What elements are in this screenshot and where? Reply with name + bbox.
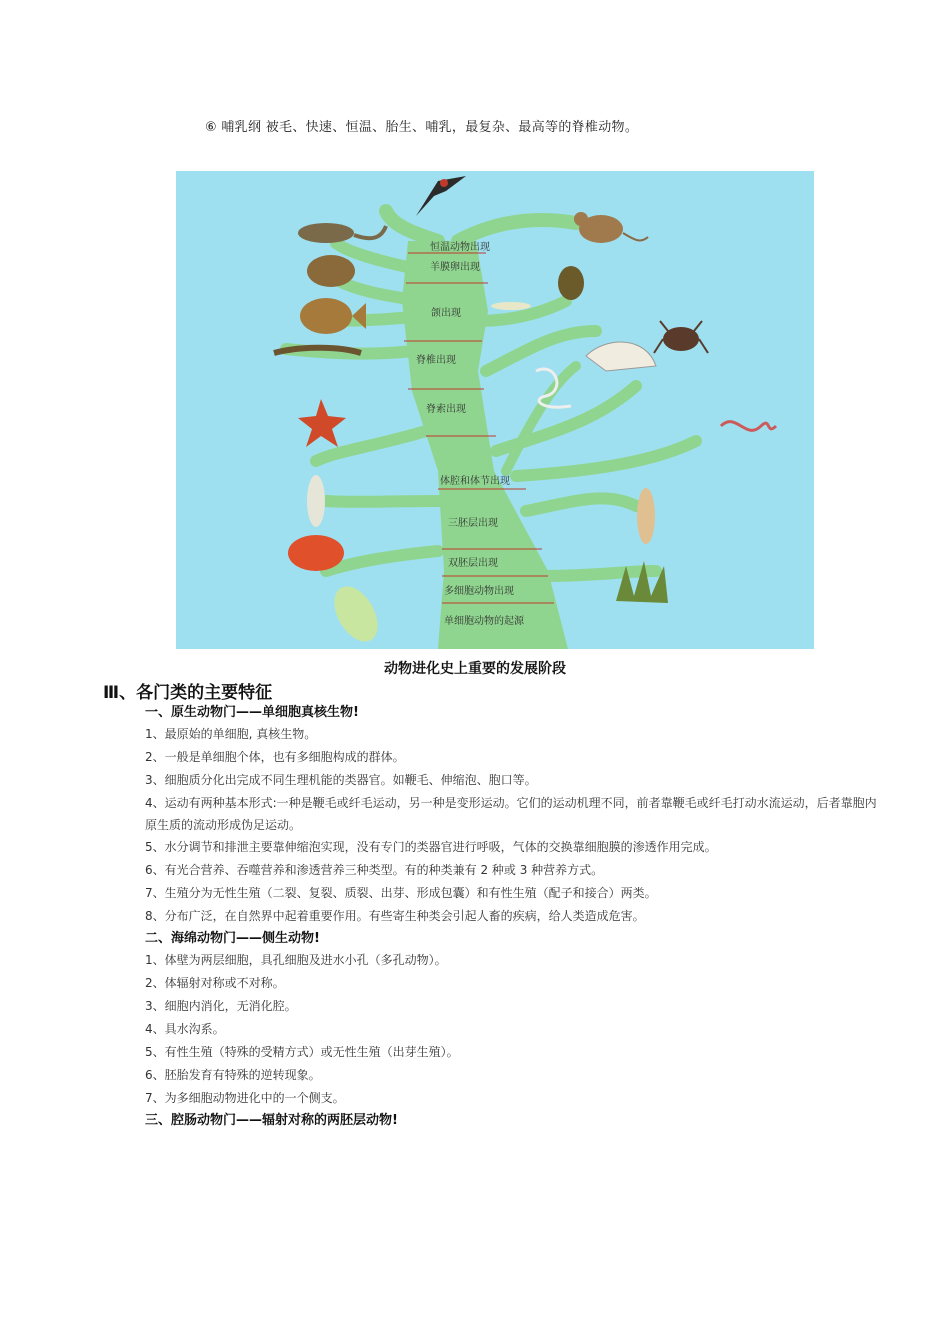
list-item: 5、有性生殖（特殊的受精方式）或无性生殖（出芽生殖）。 xyxy=(145,1045,459,1059)
snail-illustration xyxy=(586,342,656,371)
stage-label: 颌出现 xyxy=(431,308,461,319)
figure-caption: 动物进化史上重要的发展阶段 xyxy=(384,661,566,677)
list-item: 2、一般是单细胞个体，也有多细胞构成的群体。 xyxy=(145,750,405,764)
stage-label: 脊椎出现 xyxy=(416,355,456,366)
stage-label: 恒温动物出现 xyxy=(430,242,490,253)
stage-label: 脊索出现 xyxy=(426,404,466,415)
sea-anemone-illustration xyxy=(288,535,344,571)
section-title: Ⅲ、各门类的主要特征 xyxy=(103,683,273,703)
features-content xyxy=(145,702,885,1131)
stage-label: 三胚层出现 xyxy=(448,518,498,529)
frog-illustration xyxy=(307,255,355,287)
stage-label: 双胚层出现 xyxy=(448,558,498,569)
group-title: 二、海绵动物门——侧生动物! xyxy=(145,931,320,946)
evolution-tree-illustration xyxy=(176,171,814,649)
crab-illustration xyxy=(654,321,708,353)
stage-label: 羊膜卵出现 xyxy=(430,262,480,273)
list-item: 3、细胞内消化，无消化腔。 xyxy=(145,999,297,1013)
stage-label: 单细胞动物的起源 xyxy=(444,616,524,627)
rotifer-illustration xyxy=(307,475,325,527)
group-title: 一、原生动物门——单细胞真核生物! xyxy=(145,705,359,720)
list-item: 3、细胞质分化出完成不同生理机能的类器官。如鞭毛、伸缩泡、胞口等。 xyxy=(145,773,537,787)
list-item: 6、胚胎发育有特殊的逆转现象。 xyxy=(145,1068,321,1082)
mouse-illustration xyxy=(574,212,648,243)
earthworm-illustration xyxy=(721,422,776,431)
stage-label: 多细胞动物出现 xyxy=(444,586,514,597)
list-item: 5、水分调节和排泄主要靠伸缩泡实现，没有专门的类器官进行呼吸，气体的交换靠细胞膜的渗透作用完成。 xyxy=(145,840,717,854)
list-item: 1、最原始的单细胞, 真核生物。 xyxy=(145,727,317,741)
stage-label: 体腔和体节出现 xyxy=(440,476,510,487)
turtle-illustration xyxy=(558,266,584,300)
list-item: 4、运动有两种基本形式:一种是鞭毛或纤毛运动，另一种是变形运动。它们的运动机理不同，前者靠鞭毛或纤毛打动水流运动，后者靠胞内原生质的流动形成伪足运动。 xyxy=(145,796,877,832)
list-item: 6、有光合营养、吞噬营养和渗透营养三种类型。有的种类兼有 2 种或 3 种营养方式。 xyxy=(145,863,604,877)
list-item: 2、体辐射对称或不对称。 xyxy=(145,976,285,990)
list-item: 7、为多细胞动物进化中的一个侧支。 xyxy=(145,1091,345,1105)
fish-illustration xyxy=(300,298,366,334)
group-title: 三、腔肠动物门——辐射对称的两胚层动物! xyxy=(145,1113,398,1128)
intro-line: ⑥ 哺乳纲 被毛、快速、恒温、胎生、哺乳，最复杂、最高等的脊椎动物。 xyxy=(205,120,639,135)
list-item: 8、分布广泛，在自然界中起着重要作用。有些寄生种类会引起人畜的疾病，给人类造成危害。 xyxy=(145,909,645,923)
lancelet-illustration xyxy=(491,302,531,310)
paramecium-illustration xyxy=(325,579,386,649)
list-item: 4、具水沟系。 xyxy=(145,1022,225,1036)
lizard-illustration xyxy=(298,223,386,243)
starfish-illustration xyxy=(298,399,346,447)
bird-illustration xyxy=(416,176,466,216)
evolution-tree-figure xyxy=(176,171,814,649)
list-item: 7、生殖分为无性生殖（二裂、复裂、质裂、出芽、形成包囊）和有性生殖（配子和接合）两类。 xyxy=(145,886,657,900)
flatworm-illustration xyxy=(637,488,655,544)
list-item: 1、体壁为两层细胞，具孔细胞及进水小孔（多孔动物）。 xyxy=(145,953,447,967)
